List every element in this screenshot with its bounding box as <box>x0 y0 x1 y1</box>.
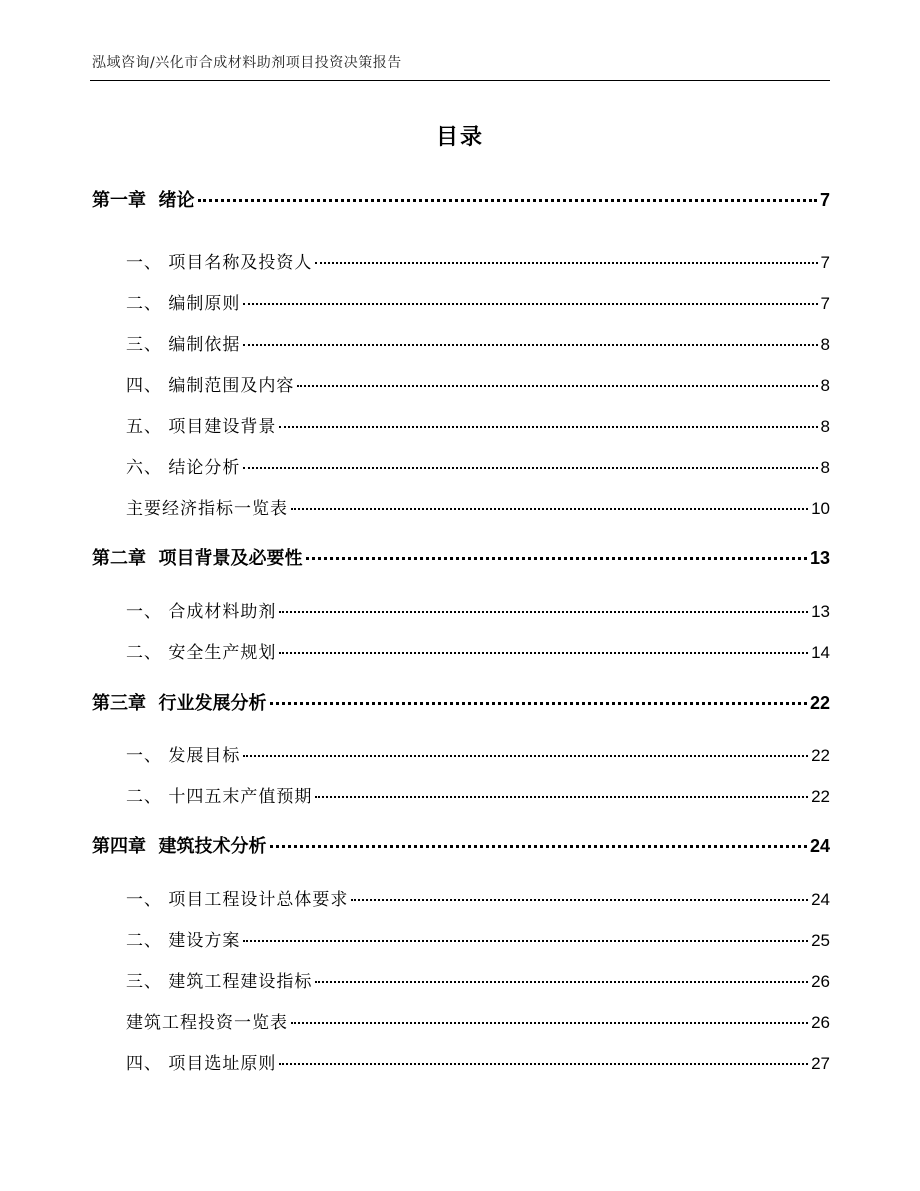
toc-entry-page: 10 <box>811 499 830 518</box>
toc-entry[interactable] <box>126 371 830 396</box>
toc-entry[interactable] <box>126 638 830 663</box>
toc-entry-label: 第三章 行业发展分析 <box>92 693 267 714</box>
toc-entry[interactable] <box>126 741 830 766</box>
dot-leader <box>315 981 808 983</box>
dot-leader <box>279 426 817 428</box>
toc-entry[interactable] <box>126 453 830 478</box>
dot-leader <box>315 262 817 264</box>
toc-entry-page: 26 <box>811 972 830 991</box>
toc-entry-label: 二、 十四五末产值预期 <box>126 787 313 807</box>
dot-leader <box>243 344 817 346</box>
toc-entry-page: 22 <box>809 693 830 713</box>
dot-leader <box>243 303 817 305</box>
toc-entry-page: 25 <box>811 931 830 950</box>
toc-entry-label: 一、 合成材料助剂 <box>126 602 277 622</box>
toc-entry[interactable] <box>126 1008 830 1033</box>
dot-leader <box>270 845 807 848</box>
toc-entry-page: 14 <box>811 643 830 662</box>
toc-entry-label: 二、 建设方案 <box>126 931 241 951</box>
toc-title: 目录 <box>435 125 484 150</box>
dot-leader <box>291 1022 808 1024</box>
toc-entry-label: 一、 项目工程设计总体要求 <box>126 890 349 910</box>
toc-entry-label: 三、 编制依据 <box>126 335 241 355</box>
toc-entry-label: 二、 安全生产规划 <box>126 643 277 663</box>
toc-entry-page: 7 <box>819 190 830 210</box>
toc-entry-label: 一、 项目名称及投资人 <box>126 253 313 273</box>
toc-entry-page: 22 <box>811 746 830 765</box>
toc-entry-page: 8 <box>820 335 830 354</box>
toc-entry-page: 13 <box>811 602 830 621</box>
toc-entry-label: 二、 编制原则 <box>126 294 241 314</box>
toc-entry[interactable] <box>126 412 830 437</box>
toc-entry[interactable] <box>126 1049 830 1074</box>
dot-leader <box>243 467 817 469</box>
toc-entry-label: 四、 编制范围及内容 <box>126 376 295 396</box>
toc-entry-page: 8 <box>820 458 830 477</box>
toc-entry-page: 7 <box>820 294 830 313</box>
toc-entry-label: 主要经济指标一览表 <box>126 499 288 519</box>
dot-leader <box>270 702 807 705</box>
toc-entry[interactable] <box>126 597 830 622</box>
toc-entry-label: 三、 建筑工程建设指标 <box>126 972 313 992</box>
toc-entry-page: 24 <box>811 890 830 909</box>
toc-entry-page: 22 <box>811 787 830 806</box>
toc-entry[interactable] <box>92 689 830 715</box>
toc-entry[interactable] <box>92 544 830 570</box>
toc-entry[interactable] <box>126 494 830 519</box>
toc-entry[interactable] <box>92 186 830 212</box>
toc-entry[interactable] <box>126 248 830 273</box>
toc-entry[interactable] <box>126 926 830 951</box>
toc-entry[interactable] <box>92 832 830 858</box>
toc-entry[interactable] <box>126 885 830 910</box>
toc-entry-page: 13 <box>809 548 830 568</box>
header-divider <box>90 80 830 81</box>
toc-entry-page: 24 <box>809 836 830 856</box>
dot-leader <box>279 652 808 654</box>
toc-entry-page: 8 <box>820 417 830 436</box>
running-title: 泓域咨询/兴化市合成材料助剂项目投资决策报告 <box>92 55 402 71</box>
toc-entry-page: 8 <box>820 376 830 395</box>
toc-entry-page: 7 <box>820 253 830 272</box>
toc-entry-page: 26 <box>811 1013 830 1032</box>
dot-leader <box>243 755 808 757</box>
toc-entry[interactable] <box>126 330 830 355</box>
toc-entry[interactable] <box>126 782 830 807</box>
toc-entry-page: 27 <box>811 1054 830 1073</box>
dot-leader <box>351 899 808 901</box>
toc-entry-label: 建筑工程投资一览表 <box>126 1013 288 1033</box>
toc-entry[interactable] <box>126 967 830 992</box>
dot-leader <box>315 796 808 798</box>
dot-leader <box>279 611 808 613</box>
toc-entry-label: 一、 发展目标 <box>126 746 241 766</box>
toc-entry-label: 第一章 绪论 <box>92 190 195 211</box>
dot-leader <box>306 557 807 560</box>
toc-entry-label: 第二章 项目背景及必要性 <box>92 548 303 569</box>
toc-entry-label: 六、 结论分析 <box>126 458 241 478</box>
dot-leader <box>279 1063 808 1065</box>
toc-entry-label: 五、 项目建设背景 <box>126 417 277 437</box>
toc-entry-label: 第四章 建筑技术分析 <box>92 836 267 857</box>
toc-entry[interactable] <box>126 289 830 314</box>
dot-leader <box>291 508 808 510</box>
toc-entry-label: 四、 项目选址原则 <box>126 1054 277 1074</box>
dot-leader <box>243 940 808 942</box>
dot-leader <box>198 199 817 202</box>
dot-leader <box>297 385 817 387</box>
